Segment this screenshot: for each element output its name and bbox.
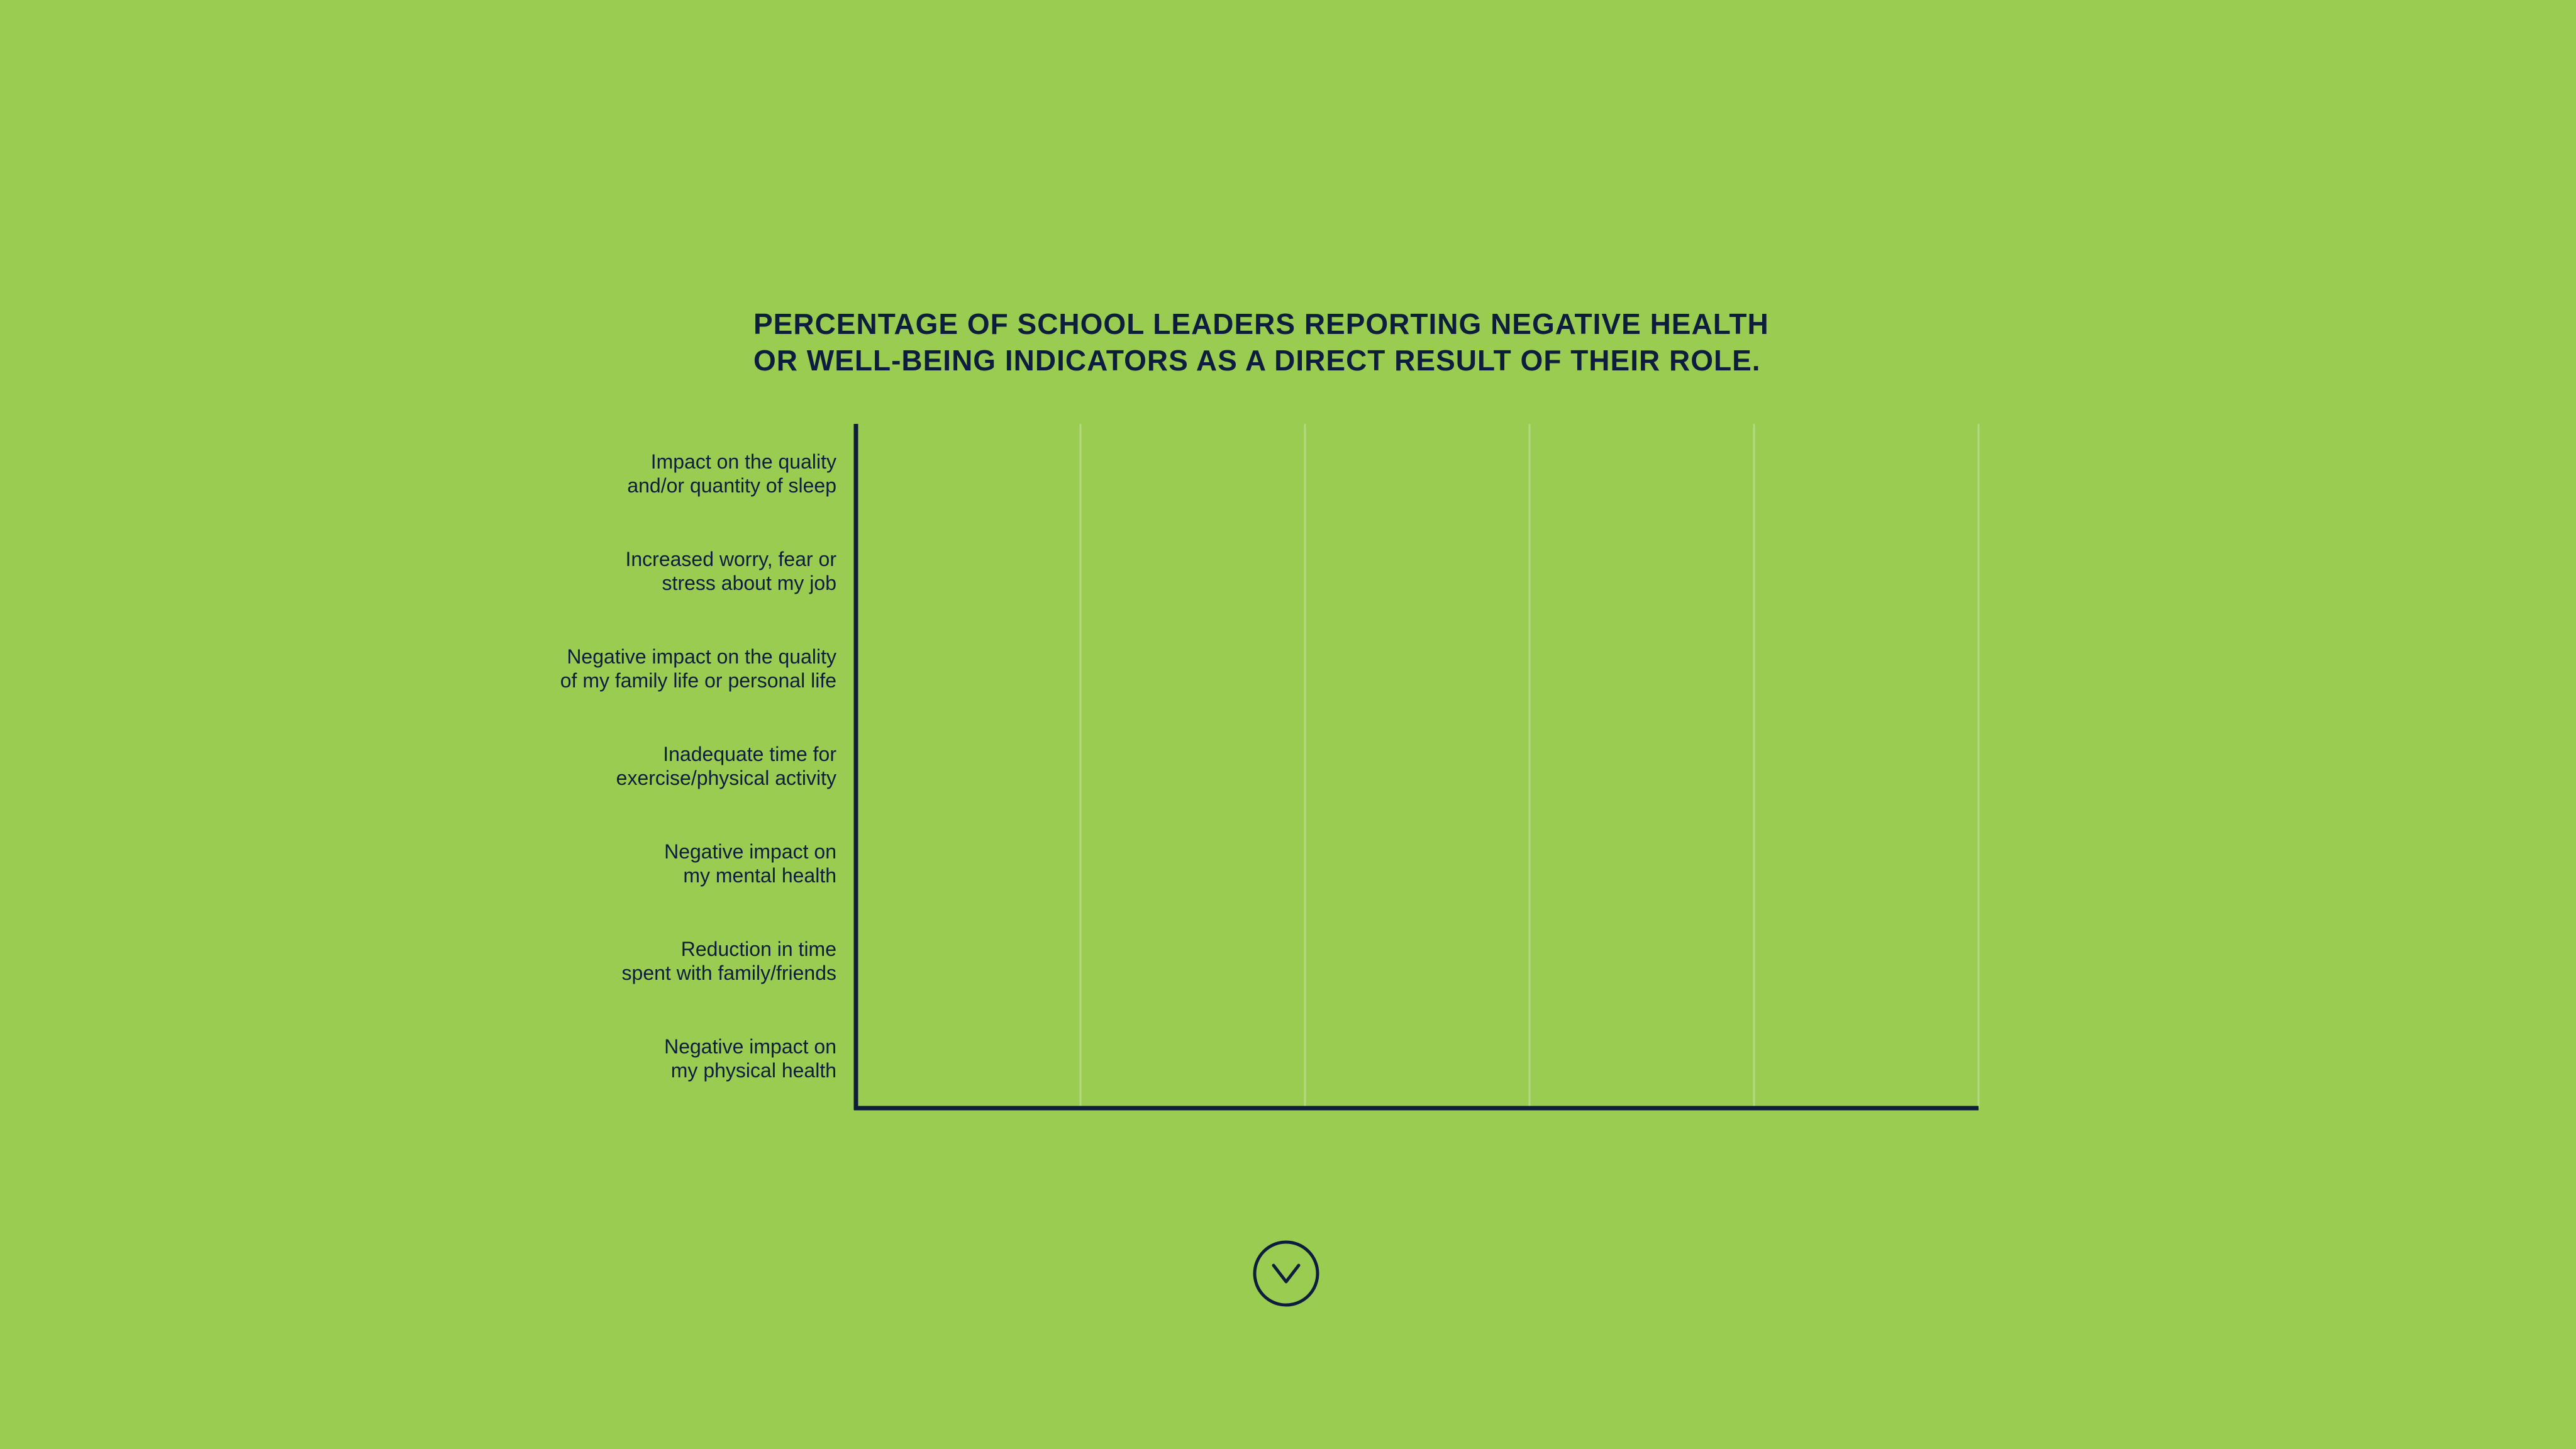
- category-labels: [560, 450, 837, 1082]
- category-label-line: Reduction in time: [680, 938, 836, 960]
- category-label-line: stress about my job: [662, 572, 836, 594]
- category-label: [664, 1035, 836, 1082]
- category-label-line: my physical health: [670, 1059, 836, 1082]
- category-label-line: Negative impact on: [664, 840, 836, 863]
- scroll-down-button[interactable]: [1253, 1240, 1319, 1307]
- chart-title-line-1: PERCENTAGE OF SCHOOL LEADERS REPORTING NEGATIVE HEALTH: [753, 308, 1769, 340]
- category-label-line: and/or quantity of sleep: [627, 474, 836, 497]
- chart-title-line-2: OR WELL-BEING INDICATORS AS A DIRECT RESULT OF THEIR ROLE.: [753, 344, 1761, 377]
- category-label: [560, 645, 836, 692]
- category-label-line: spent with family/friends: [621, 962, 836, 984]
- category-label-line: my mental health: [683, 864, 836, 887]
- category-label-line: Negative impact on the quality: [567, 645, 836, 668]
- chevron-shape: [1274, 1265, 1299, 1282]
- axes: [854, 424, 1979, 1110]
- button-circle: [1255, 1242, 1318, 1305]
- category-label-line: Negative impact on: [664, 1035, 836, 1058]
- chevron-down-icon: [1253, 1240, 1319, 1307]
- category-label-line: exercise/physical activity: [616, 767, 836, 789]
- category-label: [627, 450, 836, 497]
- category-label-line: Impact on the quality: [650, 450, 836, 473]
- category-label: [622, 938, 836, 984]
- category-label-line: Increased worry, fear or: [625, 548, 836, 570]
- category-label-line: of my family life or personal life: [560, 669, 836, 692]
- category-label: [625, 548, 836, 594]
- category-label-line: Inadequate time for: [663, 743, 836, 765]
- category-label: [664, 840, 836, 887]
- gridlines: [1080, 424, 1979, 1108]
- category-label: [616, 743, 837, 789]
